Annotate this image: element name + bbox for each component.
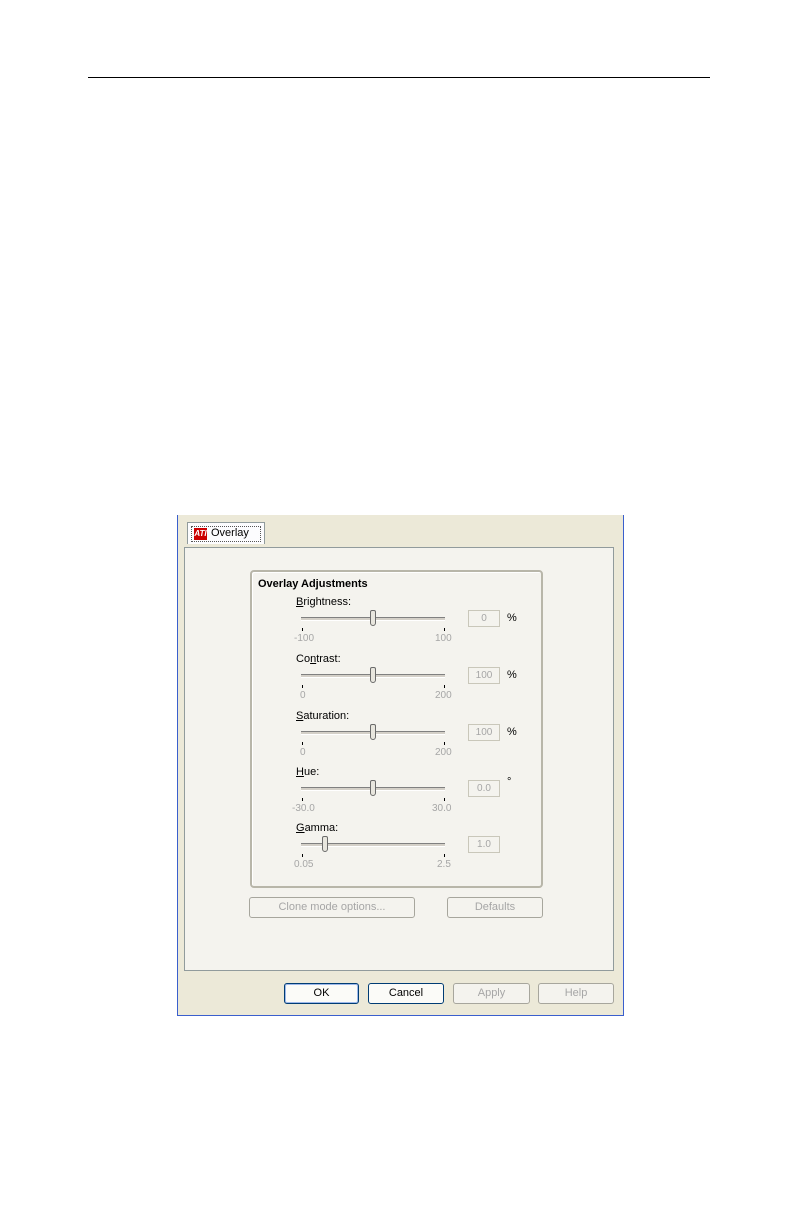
contrast-unit: % (507, 669, 517, 681)
overlay-properties-dialog (177, 515, 624, 1016)
gamma-min-tick (302, 854, 303, 857)
group-title: Overlay Adjustments (258, 578, 368, 590)
contrast-min-label: 0 (300, 690, 306, 701)
brightness-max-label: 100 (435, 633, 452, 644)
saturation-max-label: 200 (435, 747, 452, 758)
defaults-button[interactable]: Defaults (447, 897, 543, 918)
gamma-max-label: 2.5 (437, 859, 451, 870)
gamma-label: Gamma: (296, 822, 339, 834)
contrast-max-tick (444, 685, 445, 688)
contrast-slider-thumb[interactable] (370, 667, 376, 683)
brightness-min-label: -100 (294, 633, 315, 644)
help-button[interactable]: Help (538, 983, 614, 1004)
saturation-max-tick (444, 742, 445, 745)
hue-label: Hue: (296, 766, 320, 778)
apply-button[interactable]: Apply (453, 983, 530, 1004)
hue-min-tick (302, 798, 303, 801)
brightness-value-field[interactable]: 0 (468, 610, 500, 627)
tab-overlay[interactable] (187, 522, 265, 544)
cancel-button[interactable]: Cancel (368, 983, 444, 1004)
saturation-min-label: 0 (300, 747, 306, 758)
overlay-adjustments-group (250, 570, 543, 888)
hue-max-label: 30.0 (432, 803, 452, 814)
gamma-min-label: 0.05 (294, 859, 314, 870)
tab-overlay-label: Overlay (211, 527, 249, 539)
brightness-label: Brightness: (296, 596, 352, 608)
page-header-rule (88, 77, 710, 78)
ati-logo-icon: ATI (194, 529, 207, 538)
saturation-value-field[interactable]: 100 (468, 724, 500, 741)
contrast-label: Contrast: (296, 653, 341, 665)
brightness-min-tick (302, 628, 303, 631)
hue-max-tick (444, 798, 445, 801)
brightness-slider-thumb[interactable] (370, 610, 376, 626)
contrast-min-tick (302, 685, 303, 688)
overlay-tab-panel (184, 547, 614, 971)
gamma-max-tick (444, 854, 445, 857)
saturation-label: Saturation: (296, 710, 350, 722)
saturation-unit: % (507, 726, 517, 738)
contrast-max-label: 200 (435, 690, 452, 701)
hue-slider-thumb[interactable] (370, 780, 376, 796)
gamma-value-field[interactable]: 1.0 (468, 836, 500, 853)
brightness-max-tick (444, 628, 445, 631)
saturation-slider-thumb[interactable] (370, 724, 376, 740)
ok-button[interactable]: OK (284, 983, 359, 1004)
hue-value-field[interactable]: 0.0 (468, 780, 500, 797)
saturation-min-tick (302, 742, 303, 745)
brightness-unit: % (507, 612, 517, 624)
gamma-slider-thumb[interactable] (322, 836, 328, 852)
hue-min-label: -30.0 (292, 803, 315, 814)
clone-mode-options-button[interactable]: Clone mode options... (249, 897, 415, 918)
contrast-value-field[interactable]: 100 (468, 667, 500, 684)
hue-unit: ° (507, 776, 512, 788)
